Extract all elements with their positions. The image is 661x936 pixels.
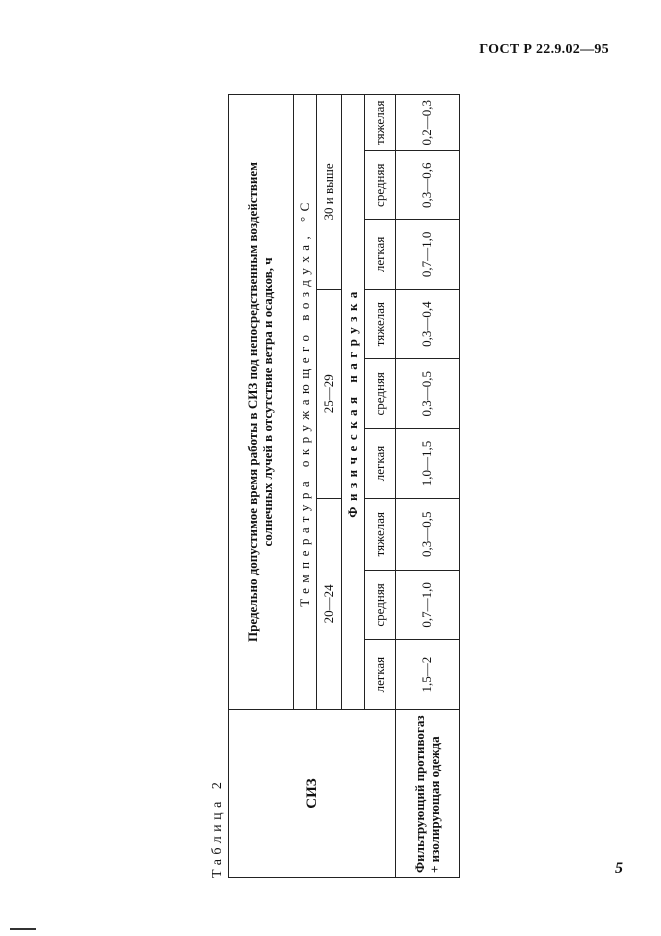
value-cell: 0,3—0,6 [396, 151, 460, 220]
load-cell: легкая [365, 429, 396, 499]
load-header: Физическая нагрузка [342, 95, 365, 710]
load-cell: тяжелая [365, 498, 396, 570]
page-number: 5 [615, 860, 623, 877]
document-header: ГОСТ Р 22.9.02—95 [479, 42, 609, 57]
value-cell: 0,7—1,0 [396, 220, 460, 290]
value-cell: 1,5—2 [396, 640, 460, 710]
value-cell: 0,3—0,5 [396, 498, 460, 570]
load-cell: средняя [365, 151, 396, 220]
rotated-table-block [208, 80, 468, 880]
siz-header-cell [229, 709, 396, 877]
temp-range-2: 25—29 [317, 289, 342, 498]
load-cell: легкая [365, 640, 396, 710]
table-caption: Таблица 2 [210, 777, 225, 878]
value-cell: 0,3—0,4 [396, 289, 460, 359]
data-table [228, 94, 460, 878]
temperature-header: Температура окружающего воздуха, °С [294, 95, 317, 710]
value-cell: 0,7—1,0 [396, 570, 460, 640]
value-cell: 0,2—0,3 [396, 95, 460, 151]
load-cell: тяжелая [365, 289, 396, 359]
title-line-2: солнечных лучей в отсутствие ветра и осадков, ч [260, 257, 275, 547]
value-cell: 0,3—0,5 [396, 359, 460, 429]
temp-range-3: 30 и выше [317, 95, 342, 290]
siz-header: СИЗ [303, 778, 320, 809]
load-cell: легкая [365, 220, 396, 290]
temp-range-1: 20—24 [317, 498, 342, 709]
load-cell: средняя [365, 359, 396, 429]
row-label: Фильтрующий противогаз + изолирующая одежда [396, 709, 460, 877]
table-title-cell [229, 95, 294, 710]
value-cell: 1,0—1,5 [396, 429, 460, 499]
page-edge-mark [10, 928, 36, 930]
load-cell: тяжелая [365, 95, 396, 151]
load-cell: средняя [365, 570, 396, 640]
title-line-1: Предельно допустимое время работы в СИЗ под непосредственным воздействием [245, 161, 261, 642]
table-row [396, 95, 460, 878]
